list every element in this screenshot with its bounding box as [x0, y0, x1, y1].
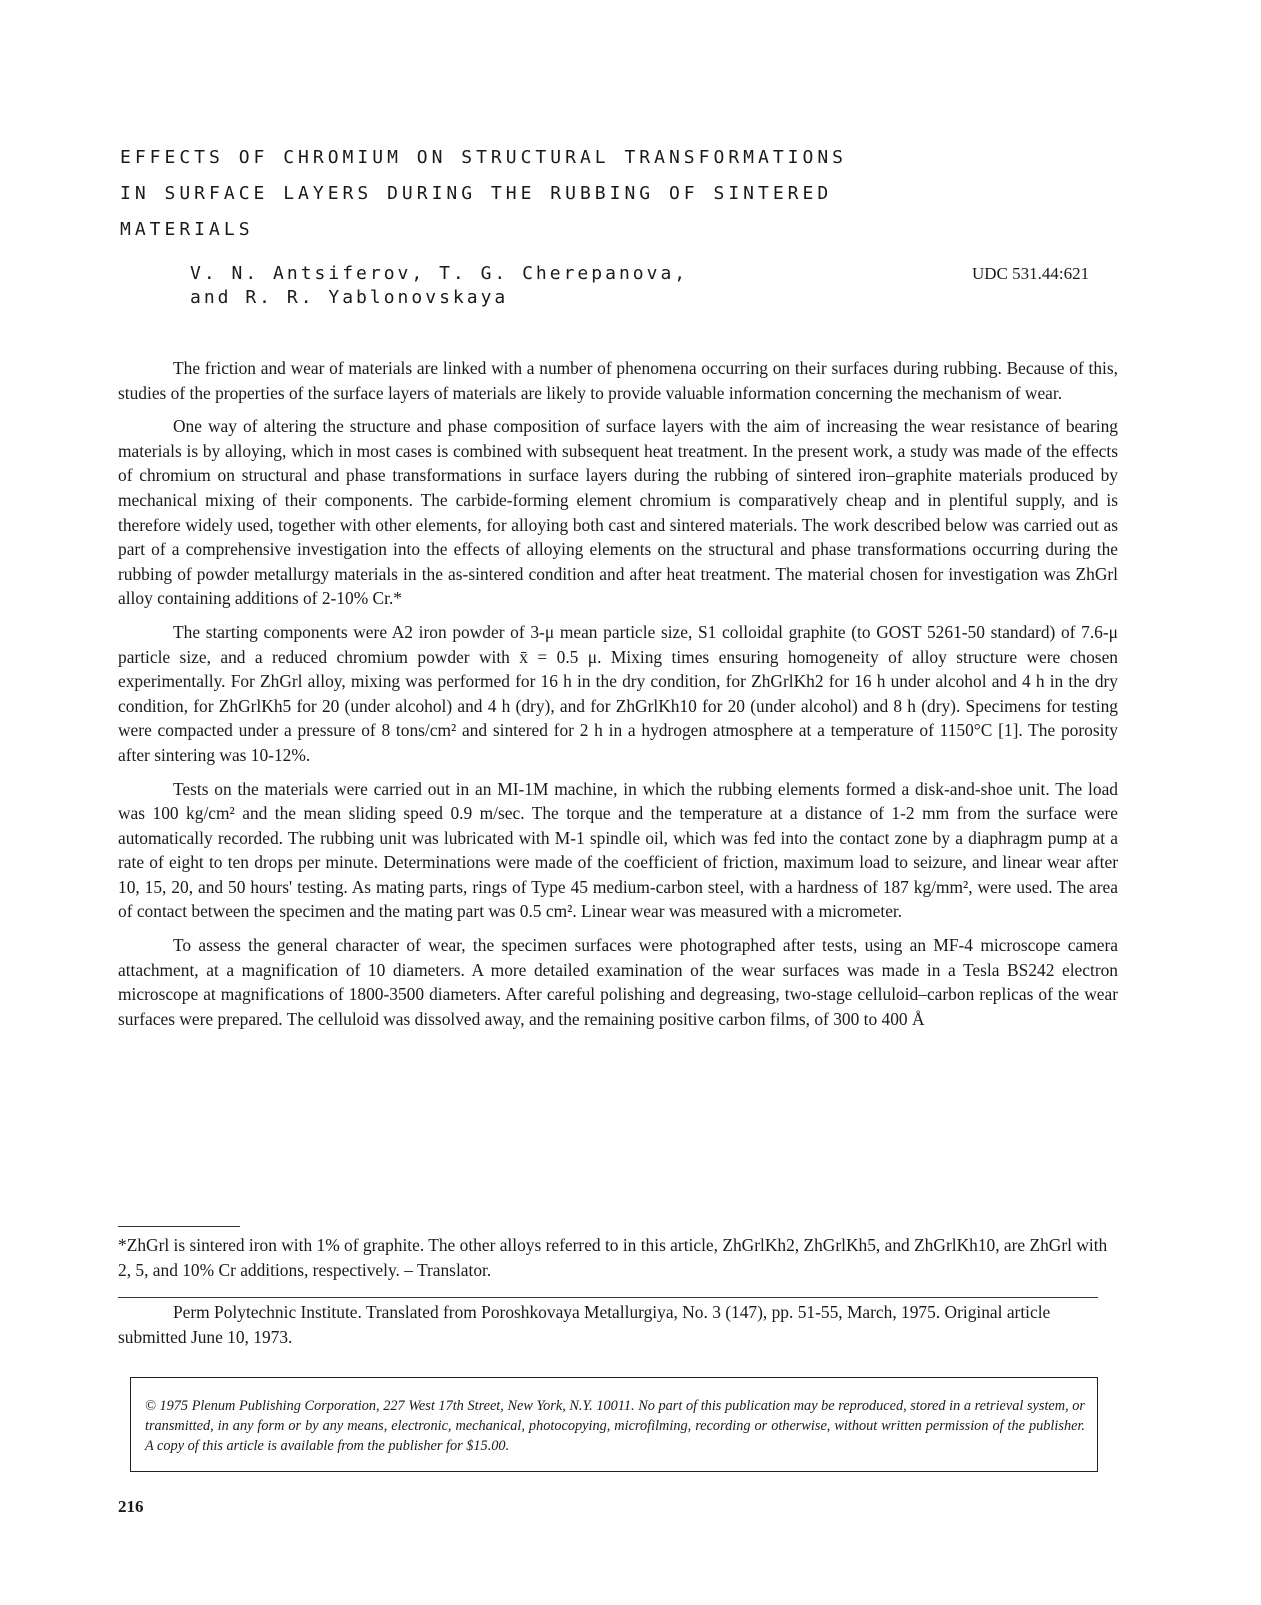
paragraph: To assess the general character of wear, the specimen surfaces were photographed after tests, using an MF-4 microscope camera attachment, at a magnification of 10 diameters. A more detailed examination of the wear surfaces was made in a Tesla BS242 electron microscope at magnifications of 1800-3500 diameters. After careful polishing and degreasing, two-stage celluloid–carbon replicas of the wear surfaces were prepared. The celluloid was dissolved away, and the remaining positive carbon films, of 300 to 400 Å: [118, 935, 1118, 1029]
paragraph: Tests on the materials were carried out in an MI-1M machine, in which the rubbing elements formed a disk-and-shoe unit. The load was 100 kg/cm² and the mean sliding speed 0.9 m/sec. The torque and the temperature at a distance of 1-2 mm from the surface were automatically recorded. The rubbing unit was lubricated with M-1 spindle oil, which was fed into the contact zone by a diaphragm pump at a rate of eight to ten drops per minute. Determinations were made of the coefficient of friction, maximum load to seizure, and linear wear after 10, 15, 20, and 50 hours' testing. As mating parts, rings of Type 45 medium-carbon steel, with a hardness of 187 kg/mm², were used. The area of contact between the specimen and the mating part was 0.5 cm². Linear wear was measured with a micrometer.: [118, 778, 1118, 922]
udc-code: UDC 531.44:621: [972, 264, 1090, 283]
paragraph: One way of altering the structure and phase composition of surface layers with the aim of increasing the wear resistance of bearing materials is by alloying, which in most cases is combined with subsequent heat treatment. In the present work, a study was made of the effects of chromium on structural and phase transformations in surface layers during the rubbing of sintered iron–graphite materials produced by mechanical mixing of their components. The carbide-forming element chromium is comparatively cheap and in plentiful supply, and is therefore widely used, together with other elements, for alloying both cast and sintered materials. The work described below was carried out as part of a comprehensive investigation into the effects of alloying elements on the structural and phase transformations occurring during the rubbing of powder metallurgy materials in the as-sintered condition and after heat treatment. The material chosen for investigation was ZhGrl alloy containing additions of 2-10% Cr.*: [118, 416, 1118, 609]
article-title: [120, 140, 1020, 248]
title-line: IN SURFACE LAYERS DURING THE RUBBING OF SINTERED: [120, 183, 833, 204]
paragraph: The starting components were A2 iron powder of 3-μ mean particle size, S1 colloidal graphite (to GOST 5261-50 standard) of 7.6-μ particle size, and a reduced chromium powder with x̄ = 0.5 μ. Mixing times ensuring homogeneity of alloy structure were chosen experimentally. For ZhGrl alloy, mixing was performed for 16 h in the dry condition, for ZhGrlKh2 for 16 h under alcohol and 4 h in the dry condition, for ZhGrlKh5 for 20 (under alcohol) and 4 h (dry), and for ZhGrlKh10 for 20 (under alcohol) and 8 h (dry). Specimens for testing were compacted under a pressure of 8 tons/cm² and sintered for 2 h in a hydrogen atmosphere at a temperature of 1150°C [1]. The porosity after sintering was 10-12%.: [118, 621, 1118, 765]
copyright-text: © 1975 Plenum Publishing Corporation, 227 West 17th Street, New York, N.Y. 10011. No part of this publication may be reproduced, stored in a retrieval system, or transmitted, in any form or by any means, electronic, mechanical, photocopying, microfilming, recording or otherwise, without written permission of the publisher. A copy of this article is available from the publisher for $15.00.: [145, 1398, 1085, 1454]
article-body: [118, 356, 1118, 1040]
page-number: 216: [118, 1497, 144, 1516]
affiliation-block: [118, 1300, 1098, 1349]
affiliation-text: Perm Polytechnic Institute. Translated from Poroshkovaya Metallurgiya, No. 3 (147), pp. 51-55, March, 1975. Original article submitted June 10, 1973.: [118, 1302, 1051, 1347]
copyright-box: [130, 1377, 1098, 1472]
footnote: *ZhGrl is sintered iron with 1% of graphite. The other alloys referred to in this article, ZhGrlKh2, ZhGrlKh5, and ZhGrlKh10, are ZhGrl with 2, 5, and 10% Cr additions, respectively. – Translator.: [118, 1235, 1108, 1280]
paragraph: The friction and wear of materials are linked with a number of phenomena occurring on their surfaces during rubbing. Because of this, studies of the properties of the surface layers of materials are likely to provide valuable information concerning the mechanism of wear.: [118, 358, 1118, 403]
affiliation-divider: [118, 1297, 1098, 1298]
authors-line: and R. R. Yablonovskaya: [190, 287, 509, 308]
authors: [190, 262, 790, 310]
footnote-divider: [118, 1226, 240, 1227]
title-line: EFFECTS OF CHROMIUM ON STRUCTURAL TRANSFORMATIONS: [120, 147, 848, 168]
authors-line: V. N. Antsiferov, T. G. Cherepanova,: [190, 263, 689, 284]
title-line: MATERIALS: [120, 219, 254, 240]
